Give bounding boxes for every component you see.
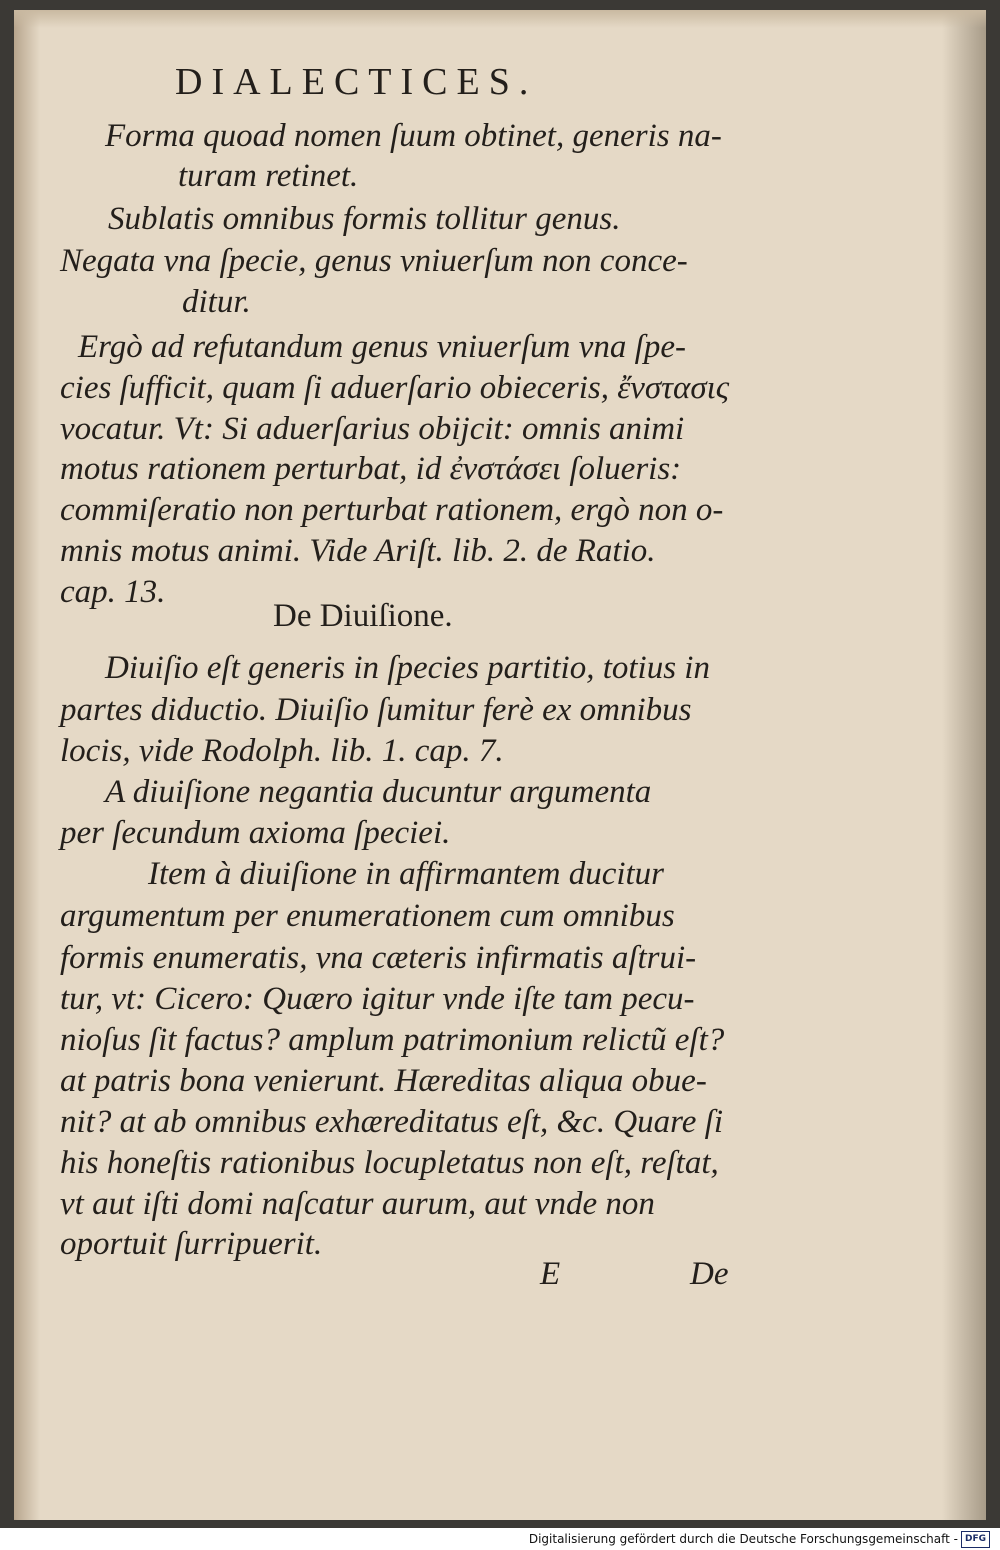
text-line: tur, vt: Cicero: Quæro igitur vnde iſte tam pecu- [60, 981, 695, 1017]
section-heading: De Diuiſione. [273, 598, 453, 634]
text-line: turam retinet. [178, 158, 359, 194]
text-line: motus rationem perturbat, id ἐνστάσει ſolueris: [60, 451, 682, 487]
text-line: ditur. [182, 284, 251, 320]
gutter-shadow [14, 10, 40, 1520]
text-line: Ergò ad refutandum genus vniuerſum vna ſpe- [78, 329, 686, 365]
text-line: his honeſtis rationibus locupletatus non eſt, reſtat, [60, 1145, 719, 1181]
footer-bar [0, 1529, 1000, 1550]
text-line: Item à diuiſione in affirmantem ducitur [148, 856, 665, 892]
text-line: at patris bona venierunt. Hæreditas aliqua obue- [60, 1063, 707, 1099]
funding-notice: Digitalisierung gefördert durch die Deutsche Forschungsgemeinschaft - [528, 1532, 958, 1546]
catchword: De [690, 1256, 729, 1292]
top-edge-shadow [14, 10, 986, 28]
text-line: Negata vna ſpecie, genus vniuerſum non conce- [60, 243, 688, 279]
text-line: nioſus ſit factus? amplum patrimonium relictũ eſt? [60, 1022, 725, 1058]
text-line: formis enumeratis, vna cæteris infirmatis aſtrui- [60, 940, 697, 976]
text-line: locis, vide Rodolph. lib. 1. cap. 7. [60, 733, 504, 769]
text-line: cies ſufficit, quam ſi aduerſario obieceris, ἔνστασις [60, 370, 730, 406]
text-line: argumentum per enumerationem cum omnibus [60, 898, 675, 934]
signature-mark: E [540, 1256, 561, 1292]
page-edge-shadow [942, 10, 986, 1520]
text-line: Sublatis omnibus formis tollitur genus. [108, 201, 621, 237]
text-line: vt aut iſti domi naſcatur aurum, aut vnde non [60, 1186, 655, 1222]
text-line: nit? at ab omnibus exhæreditatus eſt, &c. Quare ſi [60, 1104, 723, 1140]
text-line: per ſecundum axioma ſpeciei. [60, 815, 451, 851]
text-line: partes diductio. Diuiſio ſumitur ferè ex omnibus [60, 692, 692, 728]
text-line: vocatur. Vt: Si aduerſarius obijcit: omnis animi [60, 411, 685, 447]
dfg-logo-icon: DFG [961, 1531, 990, 1548]
text-line: A diuiſione negantia ducuntur argumenta [105, 774, 652, 810]
text-line: commiſeratio non perturbat rationem, ergò non o- [60, 492, 724, 528]
text-line: Diuiſio eſt generis in ſpecies partitio, totius in [105, 650, 710, 686]
running-header: DIALECTICES. [175, 61, 538, 103]
text-line: mnis motus animi. Vide Ariſt. lib. 2. de Ratio. [60, 533, 656, 569]
text-line: oportuit ſurripuerit. [60, 1226, 323, 1262]
text-line: Forma quoad nomen ſuum obtinet, generis na- [105, 118, 722, 154]
text-line: cap. 13. [60, 574, 166, 610]
